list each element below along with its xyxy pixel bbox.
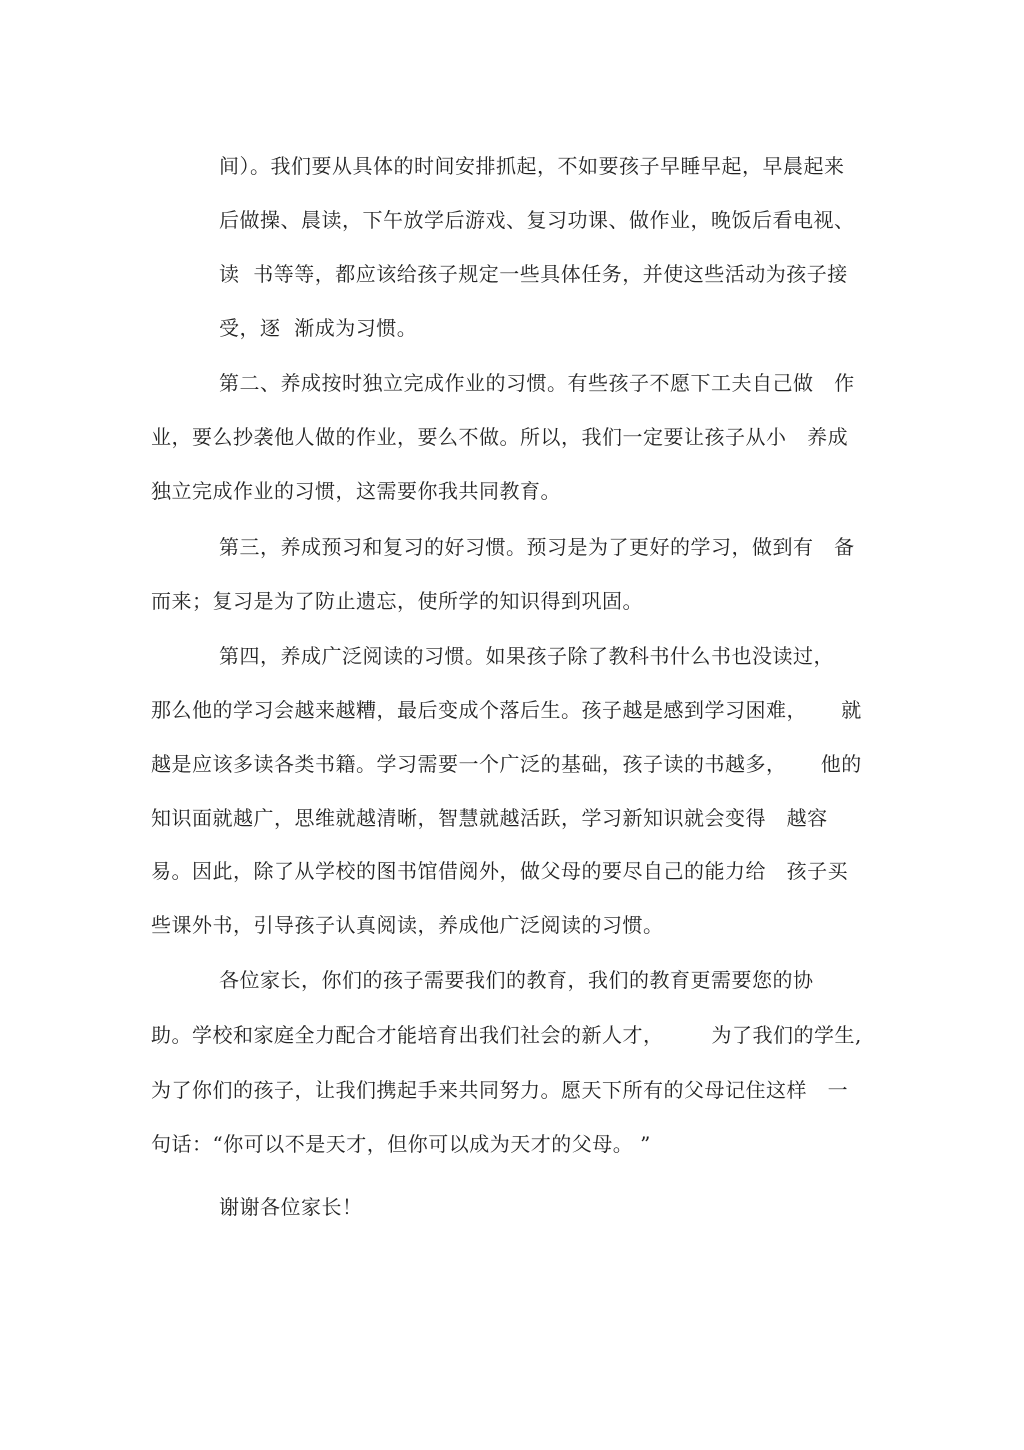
text-line-3: 读 书等等，都应该给孩子规定一些具体任务，并使这些活动为孩子接 <box>219 262 848 286</box>
text-line-15: 些课外书，引导孩子认真阅读，养成他广泛阅读的习惯。 <box>151 913 664 937</box>
text-line-20: 谢谢各位家长！ <box>219 1195 363 1219</box>
text-line-14: 易。因此，除了从学校的图书馆借阅外，做父母的要尽自己的能力给 孩子买 <box>151 859 849 883</box>
text-line-18: 为了你们的孩子，让我们携起手来共同努力。愿天下所有的父母记住这样 一 <box>151 1078 849 1102</box>
text-line-13: 知识面就越广，思维就越清晰，智慧就越活跃，学习新知识就会变得 越容 <box>151 806 828 830</box>
text-line-16: 各位家长，你们的孩子需要我们的教育，我们的教育更需要您的协 <box>219 968 814 992</box>
text-line-4: 受，逐 渐成为习惯。 <box>219 316 418 340</box>
text-line-1: 间）。我们要从具体的时间安排抓起，不如要孩子早睡早起，早晨起来 <box>219 154 845 178</box>
text-line-2: 后做操、晨读，下午放学后游戏、复习功课、做作业，晚饭后看电视、 <box>219 208 855 232</box>
text-line-11: 那么他的学习会越来越糟，最后变成个落后生。孩子越是感到学习困难， 就 <box>151 698 862 722</box>
text-line-10: 第四，养成广泛阅读的习惯。如果孩子除了教科书什么书也没读过， <box>219 644 834 668</box>
text-line-17: 助。学校和家庭全力配合才能培育出我们社会的新人才， 为了我们的学生, <box>151 1023 862 1047</box>
text-line-5: 第二、养成按时独立完成作业的习惯。有些孩子不愿下工夫自己做 作 <box>219 371 855 395</box>
text-line-12: 越是应该多读各类书籍。学习需要一个广泛的基础，孩子读的书越多， 他的 <box>151 752 862 776</box>
text-line-7: 独立完成作业的习惯，这需要你我共同教育。 <box>151 479 561 503</box>
text-line-9: 而来；复习是为了防止遗忘，使所学的知识得到巩固。 <box>151 589 643 613</box>
text-line-8: 第三，养成预习和复习的好习惯。预习是为了更好的学习，做到有 备 <box>219 535 855 559</box>
text-line-6: 业，要么抄袭他人做的作业，要么不做。所以，我们一定要让孩子从小 养成 <box>151 425 849 449</box>
text-line-19: 句话：“你可以不是天才，但你可以成为天才的父母。 ” <box>151 1132 651 1156</box>
